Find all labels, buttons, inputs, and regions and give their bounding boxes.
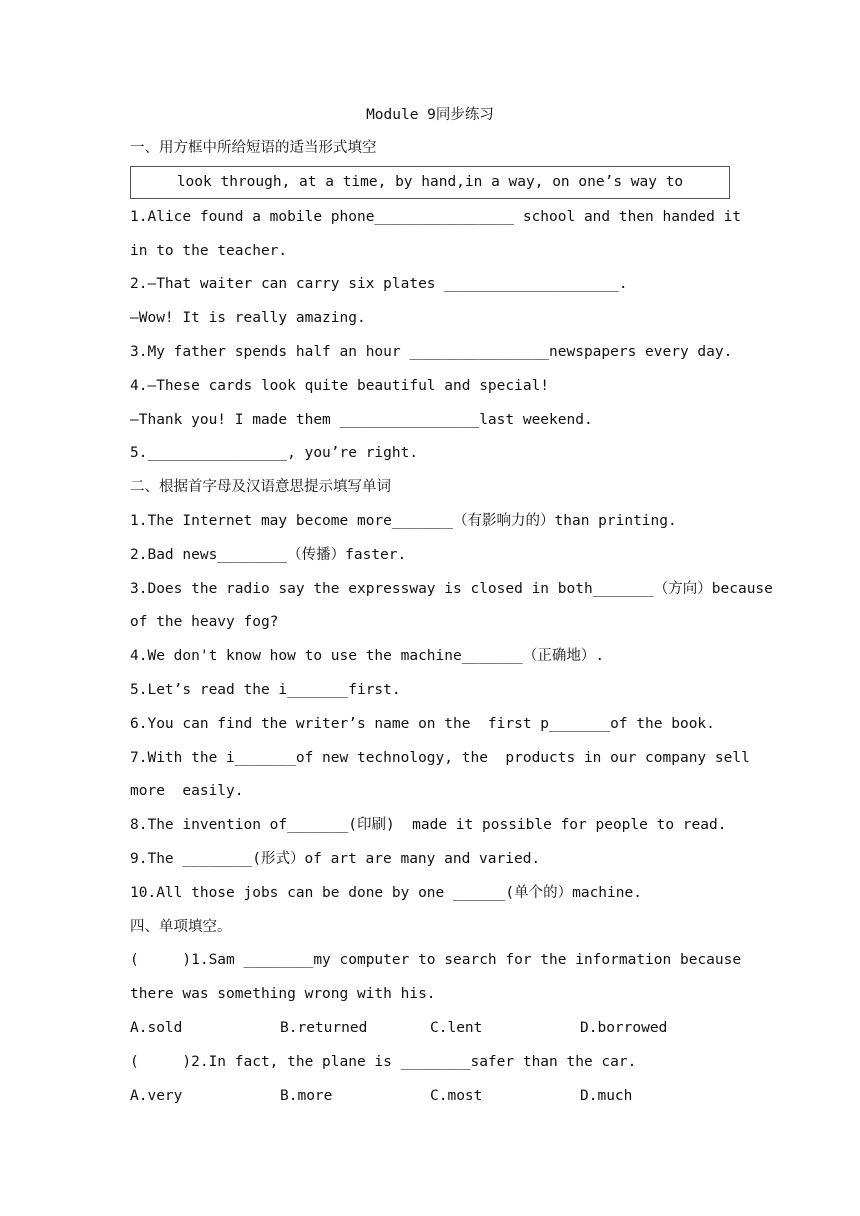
answer-options xyxy=(130,1012,730,1046)
question-line: 2.—That waiter can carry six plates ____________________. xyxy=(130,276,628,293)
option-c: C.most xyxy=(430,1087,483,1104)
question-line: 2.Bad news________（传播）faster. xyxy=(130,546,407,563)
question-line: 10.All those jobs can be done by one ______(单个的）machine. xyxy=(130,884,642,901)
question-line: 3.Does the radio say the expressway is closed in both_______（方向）because xyxy=(130,580,773,597)
question-line: 4.—These cards look quite beautiful and special! xyxy=(130,377,550,394)
question-line: of the heavy fog? xyxy=(130,614,279,631)
option-b: B.returned xyxy=(280,1019,368,1036)
page-title: Module 9同步练习 xyxy=(366,107,494,123)
phrase-box: look through, at a time, by hand,in a way, on one’s way to xyxy=(130,166,730,199)
question-line: there was something wrong with his. xyxy=(130,986,436,1003)
question-line: —Wow! It is really amazing. xyxy=(130,310,366,327)
section-4-heading: 四、单项填空。 xyxy=(130,918,232,935)
option-c: C.lent xyxy=(430,1019,483,1036)
option-d: D.borrowed xyxy=(580,1019,668,1036)
question-line: 8.The invention of_______(印刷) made it possible for people to read. xyxy=(130,817,727,834)
question-line: ( )1.Sam ________my computer to search for the information because xyxy=(130,952,742,969)
worksheet-page xyxy=(130,98,773,1113)
section-2-heading: 二、根据首字母及汉语意思提示填写单词 xyxy=(130,479,391,496)
answer-options xyxy=(130,1080,730,1114)
option-a: A.sold xyxy=(130,1019,183,1036)
question-line: 6.You can find the writer’s name on the first p_______of the book. xyxy=(130,715,715,732)
question-line: 3.My father spends half an hour ________________newspapers every day. xyxy=(130,343,733,360)
question-line: 1.The Internet may become more_______（有影响力的）than printing. xyxy=(130,512,677,529)
section-1-heading: 一、用方框中所给短语的适当形式填空 xyxy=(130,140,377,156)
question-line: ( )2.In fact, the plane is ________safer than the car. xyxy=(130,1053,637,1070)
question-line: 5.________________, you’re right. xyxy=(130,445,419,462)
question-line: 7.With the i_______of new technology, the products in our company sell xyxy=(130,749,750,766)
option-b: B.more xyxy=(280,1087,333,1104)
question-line: more easily. xyxy=(130,783,244,800)
question-line: 9.The ________(形式）of art are many and varied. xyxy=(130,850,541,867)
question-line: 4.We don't know how to use the machine_______（正确地）. xyxy=(130,648,605,665)
option-a: A.very xyxy=(130,1087,183,1104)
question-line: —Thank you! I made them ________________last weekend. xyxy=(130,411,593,428)
question-line: 1.Alice found a mobile phone________________ school and then handed it xyxy=(130,208,742,225)
question-line: in to the teacher. xyxy=(130,242,288,259)
question-line: 5.Let’s read the i_______first. xyxy=(130,681,401,698)
option-d: D.much xyxy=(580,1087,633,1104)
